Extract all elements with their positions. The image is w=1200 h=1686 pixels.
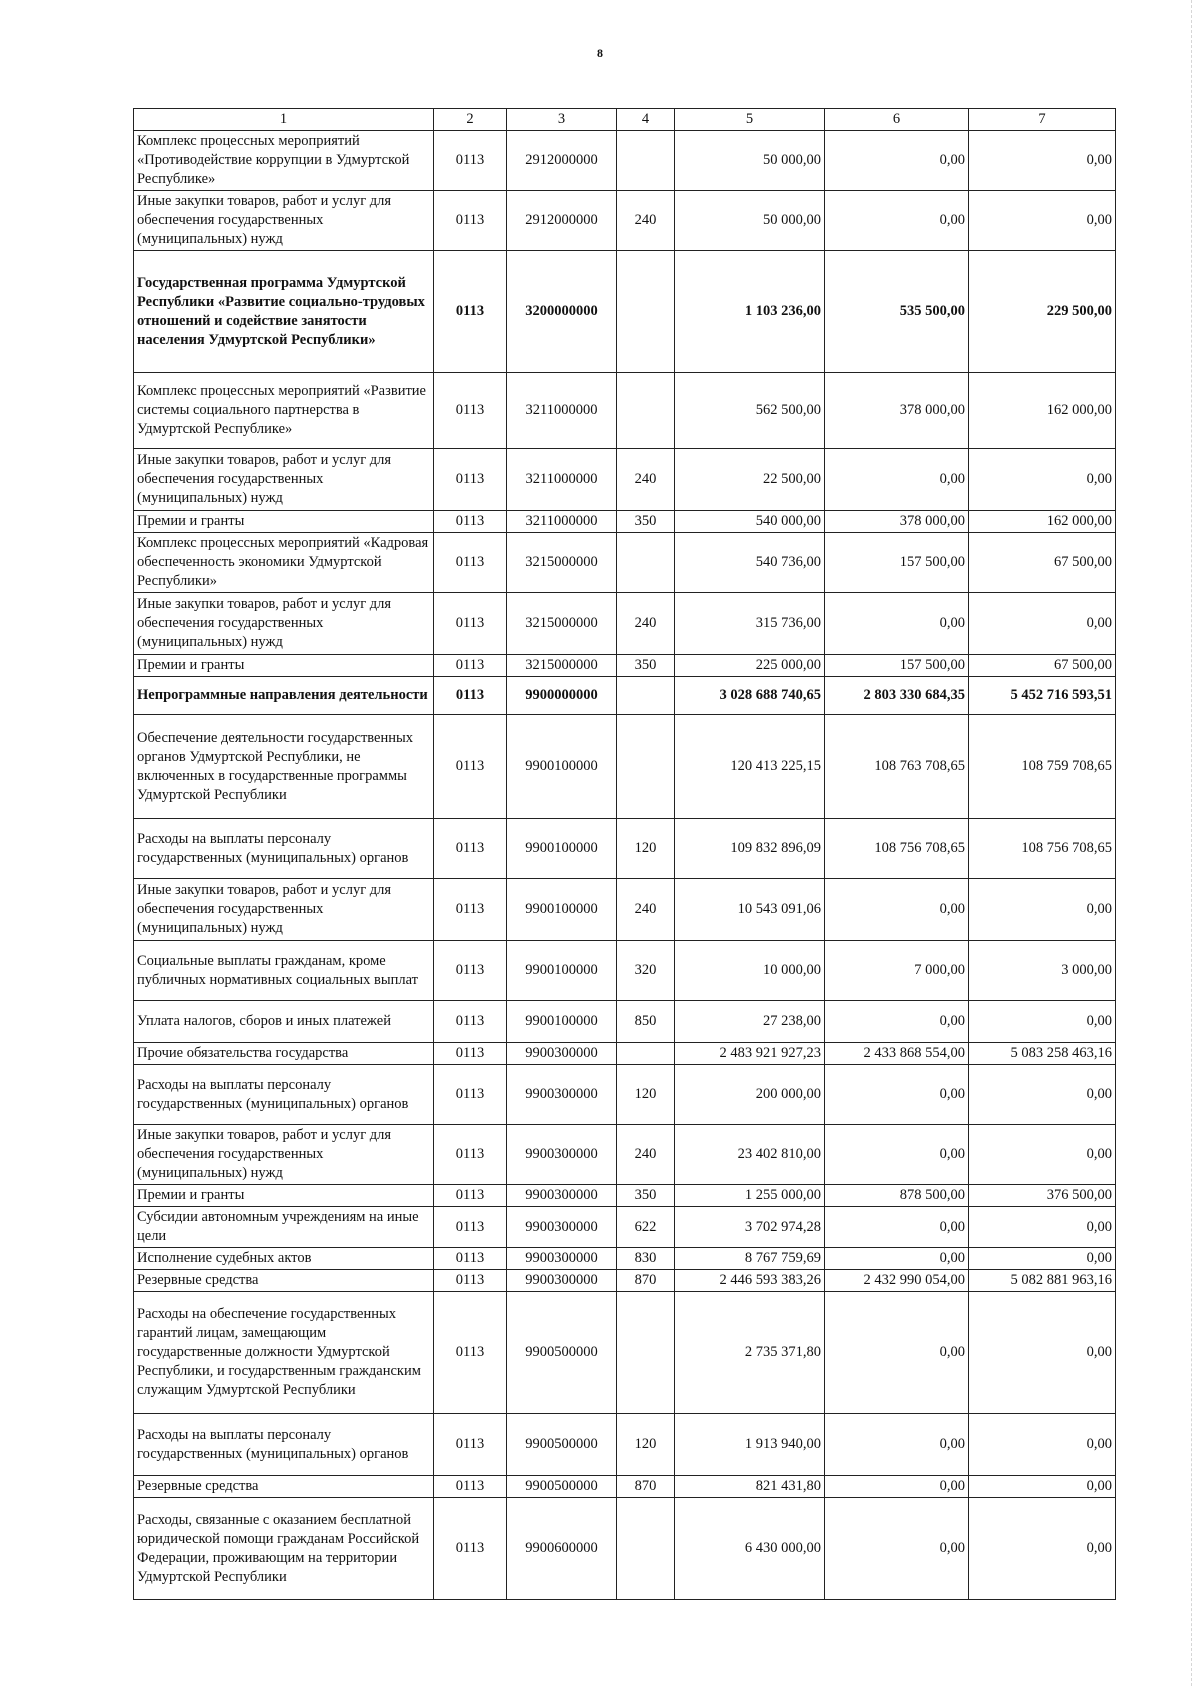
amount-col6-cell: 0,00 bbox=[825, 449, 969, 511]
amount-col5-cell: 2 446 593 383,26 bbox=[675, 1270, 825, 1292]
expense-type-cell bbox=[617, 1498, 675, 1600]
amount-col6-cell: 108 763 708,65 bbox=[825, 715, 969, 819]
amount-col5-cell: 540 736,00 bbox=[675, 533, 825, 593]
table-row bbox=[134, 131, 1116, 191]
page-number: 8 bbox=[597, 46, 603, 60]
amount-col6-cell: 0,00 bbox=[825, 1248, 969, 1270]
razdel-code-cell: 0113 bbox=[434, 1248, 507, 1270]
expense-type-cell: 120 bbox=[617, 1065, 675, 1125]
razdel-code-cell: 0113 bbox=[434, 533, 507, 593]
amount-col5-cell: 6 430 000,00 bbox=[675, 1498, 825, 1600]
razdel-code-cell: 0113 bbox=[434, 1001, 507, 1043]
amount-col6-cell: 157 500,00 bbox=[825, 655, 969, 677]
row-name-cell: Расходы на выплаты персоналу государственных (муниципальных) органов bbox=[134, 1065, 434, 1125]
target-article-cell: 2912000000 bbox=[507, 131, 617, 191]
expense-type-cell: 870 bbox=[617, 1270, 675, 1292]
column-header: 5 bbox=[675, 109, 825, 131]
amount-col5-cell: 540 000,00 bbox=[675, 511, 825, 533]
expense-type-cell bbox=[617, 373, 675, 449]
amount-col7-cell: 0,00 bbox=[969, 1065, 1116, 1125]
amount-col6-cell: 0,00 bbox=[825, 1476, 969, 1498]
scan-edge-artifact bbox=[1191, 0, 1194, 1686]
expense-type-cell: 870 bbox=[617, 1476, 675, 1498]
row-name-cell: Прочие обязательства государства bbox=[134, 1043, 434, 1065]
table-row bbox=[134, 1476, 1116, 1498]
amount-col7-cell: 0,00 bbox=[969, 1248, 1116, 1270]
amount-col5-cell: 50 000,00 bbox=[675, 191, 825, 251]
amount-col5-cell: 1 255 000,00 bbox=[675, 1185, 825, 1207]
amount-col6-cell: 0,00 bbox=[825, 1414, 969, 1476]
razdel-code-cell: 0113 bbox=[434, 1125, 507, 1185]
row-name-cell: Социальные выплаты гражданам, кроме публичных нормативных социальных выплат bbox=[134, 941, 434, 1001]
row-name-cell: Премии и гранты bbox=[134, 655, 434, 677]
razdel-code-cell: 0113 bbox=[434, 1498, 507, 1600]
target-article-cell: 9900000000 bbox=[507, 677, 617, 715]
budget-table bbox=[133, 108, 1116, 1600]
razdel-code-cell: 0113 bbox=[434, 373, 507, 449]
target-article-cell: 9900100000 bbox=[507, 879, 617, 941]
target-article-cell: 9900300000 bbox=[507, 1248, 617, 1270]
column-header: 4 bbox=[617, 109, 675, 131]
amount-col6-cell: 0,00 bbox=[825, 1498, 969, 1600]
table-row bbox=[134, 1248, 1116, 1270]
amount-col5-cell: 23 402 810,00 bbox=[675, 1125, 825, 1185]
razdel-code-cell: 0113 bbox=[434, 941, 507, 1001]
amount-col7-cell: 0,00 bbox=[969, 879, 1116, 941]
razdel-code-cell: 0113 bbox=[434, 1185, 507, 1207]
amount-col7-cell: 0,00 bbox=[969, 1498, 1116, 1600]
table-row bbox=[134, 251, 1116, 373]
amount-col5-cell: 3 028 688 740,65 bbox=[675, 677, 825, 715]
amount-col5-cell: 562 500,00 bbox=[675, 373, 825, 449]
table-row bbox=[134, 1292, 1116, 1414]
amount-col7-cell: 5 452 716 593,51 bbox=[969, 677, 1116, 715]
razdel-code-cell: 0113 bbox=[434, 191, 507, 251]
amount-col5-cell: 2 735 371,80 bbox=[675, 1292, 825, 1414]
row-name-cell: Исполнение судебных актов bbox=[134, 1248, 434, 1270]
target-article-cell: 3211000000 bbox=[507, 373, 617, 449]
table-row bbox=[134, 533, 1116, 593]
amount-col5-cell: 10 000,00 bbox=[675, 941, 825, 1001]
expense-type-cell: 120 bbox=[617, 1414, 675, 1476]
amount-col7-cell: 108 759 708,65 bbox=[969, 715, 1116, 819]
amount-col5-cell: 3 702 974,28 bbox=[675, 1207, 825, 1248]
target-article-cell: 9900300000 bbox=[507, 1185, 617, 1207]
expense-type-cell bbox=[617, 533, 675, 593]
amount-col7-cell: 376 500,00 bbox=[969, 1185, 1116, 1207]
amount-col6-cell: 0,00 bbox=[825, 1001, 969, 1043]
row-name-cell: Обеспечение деятельности государственных органов Удмуртской Республики, не включенных в государственные программы Удмуртской Республики bbox=[134, 715, 434, 819]
target-article-cell: 9900100000 bbox=[507, 941, 617, 1001]
amount-col5-cell: 200 000,00 bbox=[675, 1065, 825, 1125]
razdel-code-cell: 0113 bbox=[434, 251, 507, 373]
amount-col7-cell: 0,00 bbox=[969, 191, 1116, 251]
table-row bbox=[134, 593, 1116, 655]
amount-col6-cell: 108 756 708,65 bbox=[825, 819, 969, 879]
amount-col5-cell: 1 913 940,00 bbox=[675, 1414, 825, 1476]
amount-col7-cell: 0,00 bbox=[969, 1414, 1116, 1476]
table-row bbox=[134, 1207, 1116, 1248]
amount-col6-cell: 7 000,00 bbox=[825, 941, 969, 1001]
row-name-cell: Иные закупки товаров, работ и услуг для обеспечения государственных (муниципальных) нужд bbox=[134, 879, 434, 941]
amount-col6-cell: 157 500,00 bbox=[825, 533, 969, 593]
table-row bbox=[134, 511, 1116, 533]
target-article-cell: 9900500000 bbox=[507, 1476, 617, 1498]
amount-col7-cell: 0,00 bbox=[969, 1476, 1116, 1498]
razdel-code-cell: 0113 bbox=[434, 131, 507, 191]
table-row bbox=[134, 1043, 1116, 1065]
target-article-cell: 3215000000 bbox=[507, 533, 617, 593]
amount-col5-cell: 50 000,00 bbox=[675, 131, 825, 191]
expense-type-cell: 622 bbox=[617, 1207, 675, 1248]
table-row bbox=[134, 1125, 1116, 1185]
target-article-cell: 3215000000 bbox=[507, 655, 617, 677]
amount-col7-cell: 67 500,00 bbox=[969, 533, 1116, 593]
table-row bbox=[134, 1270, 1116, 1292]
amount-col6-cell: 0,00 bbox=[825, 593, 969, 655]
expense-type-cell bbox=[617, 677, 675, 715]
target-article-cell: 9900100000 bbox=[507, 1001, 617, 1043]
expense-type-cell: 240 bbox=[617, 191, 675, 251]
target-article-cell: 9900500000 bbox=[507, 1292, 617, 1414]
row-name-cell: Резервные средства bbox=[134, 1270, 434, 1292]
row-name-cell: Государственная программа Удмуртской Республики «Развитие социально-трудовых отношений и содействие занятости населения Удмуртской Республики» bbox=[134, 251, 434, 373]
amount-col7-cell: 5 083 258 463,16 bbox=[969, 1043, 1116, 1065]
amount-col7-cell: 0,00 bbox=[969, 1125, 1116, 1185]
expense-type-cell: 320 bbox=[617, 941, 675, 1001]
razdel-code-cell: 0113 bbox=[434, 879, 507, 941]
amount-col6-cell: 0,00 bbox=[825, 191, 969, 251]
table-row bbox=[134, 715, 1116, 819]
row-name-cell: Комплекс процессных мероприятий «Развитие системы социального партнерства в Удмуртской Республике» bbox=[134, 373, 434, 449]
razdel-code-cell: 0113 bbox=[434, 1270, 507, 1292]
amount-col6-cell: 378 000,00 bbox=[825, 373, 969, 449]
target-article-cell: 3200000000 bbox=[507, 251, 617, 373]
table-row bbox=[134, 1498, 1116, 1600]
target-article-cell: 9900100000 bbox=[507, 715, 617, 819]
expense-type-cell bbox=[617, 1043, 675, 1065]
table-row bbox=[134, 1065, 1116, 1125]
target-article-cell: 9900300000 bbox=[507, 1065, 617, 1125]
amount-col5-cell: 22 500,00 bbox=[675, 449, 825, 511]
amount-col5-cell: 120 413 225,15 bbox=[675, 715, 825, 819]
expense-type-cell: 350 bbox=[617, 1185, 675, 1207]
razdel-code-cell: 0113 bbox=[434, 715, 507, 819]
amount-col7-cell: 3 000,00 bbox=[969, 941, 1116, 1001]
expense-type-cell: 240 bbox=[617, 1125, 675, 1185]
amount-col6-cell: 0,00 bbox=[825, 131, 969, 191]
amount-col5-cell: 821 431,80 bbox=[675, 1476, 825, 1498]
razdel-code-cell: 0113 bbox=[434, 1292, 507, 1414]
razdel-code-cell: 0113 bbox=[434, 511, 507, 533]
target-article-cell: 3211000000 bbox=[507, 511, 617, 533]
target-article-cell: 9900100000 bbox=[507, 819, 617, 879]
amount-col6-cell: 2 432 990 054,00 bbox=[825, 1270, 969, 1292]
amount-col6-cell: 0,00 bbox=[825, 1207, 969, 1248]
table-row bbox=[134, 191, 1116, 251]
razdel-code-cell: 0113 bbox=[434, 593, 507, 655]
expense-type-cell: 350 bbox=[617, 655, 675, 677]
column-header: 7 bbox=[969, 109, 1116, 131]
expense-type-cell bbox=[617, 251, 675, 373]
amount-col6-cell: 535 500,00 bbox=[825, 251, 969, 373]
row-name-cell: Расходы на выплаты персоналу государственных (муниципальных) органов bbox=[134, 1414, 434, 1476]
row-name-cell: Непрограммные направления деятельности bbox=[134, 677, 434, 715]
expense-type-cell: 850 bbox=[617, 1001, 675, 1043]
row-name-cell: Премии и гранты bbox=[134, 511, 434, 533]
amount-col7-cell: 0,00 bbox=[969, 1292, 1116, 1414]
expense-type-cell: 830 bbox=[617, 1248, 675, 1270]
header-row bbox=[134, 109, 1116, 131]
razdel-code-cell: 0113 bbox=[434, 449, 507, 511]
row-name-cell: Иные закупки товаров, работ и услуг для обеспечения государственных (муниципальных) нужд bbox=[134, 449, 434, 511]
amount-col5-cell: 109 832 896,09 bbox=[675, 819, 825, 879]
amount-col6-cell: 378 000,00 bbox=[825, 511, 969, 533]
expense-type-cell: 240 bbox=[617, 879, 675, 941]
target-article-cell: 9900600000 bbox=[507, 1498, 617, 1600]
amount-col5-cell: 10 543 091,06 bbox=[675, 879, 825, 941]
row-name-cell: Иные закупки товаров, работ и услуг для обеспечения государственных (муниципальных) нужд bbox=[134, 1125, 434, 1185]
expense-type-cell bbox=[617, 1292, 675, 1414]
amount-col5-cell: 27 238,00 bbox=[675, 1001, 825, 1043]
amount-col6-cell: 0,00 bbox=[825, 879, 969, 941]
amount-col5-cell: 225 000,00 bbox=[675, 655, 825, 677]
amount-col6-cell: 2 803 330 684,35 bbox=[825, 677, 969, 715]
amount-col6-cell: 878 500,00 bbox=[825, 1185, 969, 1207]
target-article-cell: 9900300000 bbox=[507, 1043, 617, 1065]
target-article-cell: 9900300000 bbox=[507, 1125, 617, 1185]
razdel-code-cell: 0113 bbox=[434, 1414, 507, 1476]
expense-type-cell bbox=[617, 131, 675, 191]
target-article-cell: 9900300000 bbox=[507, 1270, 617, 1292]
row-name-cell: Уплата налогов, сборов и иных платежей bbox=[134, 1001, 434, 1043]
razdel-code-cell: 0113 bbox=[434, 655, 507, 677]
column-header: 6 bbox=[825, 109, 969, 131]
row-name-cell: Иные закупки товаров, работ и услуг для обеспечения государственных (муниципальных) нужд bbox=[134, 593, 434, 655]
row-name-cell: Резервные средства bbox=[134, 1476, 434, 1498]
table-row bbox=[134, 941, 1116, 1001]
amount-col7-cell: 162 000,00 bbox=[969, 511, 1116, 533]
table-row bbox=[134, 1185, 1116, 1207]
amount-col7-cell: 0,00 bbox=[969, 131, 1116, 191]
amount-col7-cell: 67 500,00 bbox=[969, 655, 1116, 677]
amount-col7-cell: 5 082 881 963,16 bbox=[969, 1270, 1116, 1292]
row-name-cell: Субсидии автономным учреждениям на иные цели bbox=[134, 1207, 434, 1248]
target-article-cell: 3211000000 bbox=[507, 449, 617, 511]
expense-type-cell: 240 bbox=[617, 593, 675, 655]
amount-col5-cell: 2 483 921 927,23 bbox=[675, 1043, 825, 1065]
target-article-cell: 3215000000 bbox=[507, 593, 617, 655]
amount-col5-cell: 315 736,00 bbox=[675, 593, 825, 655]
target-article-cell: 9900300000 bbox=[507, 1207, 617, 1248]
amount-col7-cell: 0,00 bbox=[969, 1001, 1116, 1043]
razdel-code-cell: 0113 bbox=[434, 1476, 507, 1498]
amount-col7-cell: 108 756 708,65 bbox=[969, 819, 1116, 879]
target-article-cell: 2912000000 bbox=[507, 191, 617, 251]
target-article-cell: 9900500000 bbox=[507, 1414, 617, 1476]
table-row bbox=[134, 1001, 1116, 1043]
row-name-cell: Комплекс процессных мероприятий «Противодействие коррупции в Удмуртской Республике» bbox=[134, 131, 434, 191]
amount-col7-cell: 0,00 bbox=[969, 593, 1116, 655]
amount-col6-cell: 0,00 bbox=[825, 1292, 969, 1414]
column-header: 1 bbox=[134, 109, 434, 131]
amount-col6-cell: 0,00 bbox=[825, 1065, 969, 1125]
table-row bbox=[134, 879, 1116, 941]
amount-col7-cell: 229 500,00 bbox=[969, 251, 1116, 373]
expense-type-cell bbox=[617, 715, 675, 819]
row-name-cell: Расходы на выплаты персоналу государственных (муниципальных) органов bbox=[134, 819, 434, 879]
row-name-cell: Расходы на обеспечение государственных гарантий лицам, замещающим государственные должности Удмуртской Республики, и государственным гражданским служащим Удмуртской Республики bbox=[134, 1292, 434, 1414]
table-row bbox=[134, 449, 1116, 511]
razdel-code-cell: 0113 bbox=[434, 677, 507, 715]
razdel-code-cell: 0113 bbox=[434, 1207, 507, 1248]
expense-type-cell: 350 bbox=[617, 511, 675, 533]
table-row bbox=[134, 373, 1116, 449]
amount-col5-cell: 1 103 236,00 bbox=[675, 251, 825, 373]
row-name-cell: Комплекс процессных мероприятий «Кадровая обеспеченность экономики Удмуртской Республики» bbox=[134, 533, 434, 593]
razdel-code-cell: 0113 bbox=[434, 1065, 507, 1125]
amount-col5-cell: 8 767 759,69 bbox=[675, 1248, 825, 1270]
amount-col7-cell: 162 000,00 bbox=[969, 373, 1116, 449]
table-row bbox=[134, 819, 1116, 879]
row-name-cell: Премии и гранты bbox=[134, 1185, 434, 1207]
amount-col6-cell: 2 433 868 554,00 bbox=[825, 1043, 969, 1065]
razdel-code-cell: 0113 bbox=[434, 819, 507, 879]
expense-type-cell: 240 bbox=[617, 449, 675, 511]
razdel-code-cell: 0113 bbox=[434, 1043, 507, 1065]
amount-col6-cell: 0,00 bbox=[825, 1125, 969, 1185]
row-name-cell: Иные закупки товаров, работ и услуг для обеспечения государственных (муниципальных) нужд bbox=[134, 191, 434, 251]
column-header: 2 bbox=[434, 109, 507, 131]
expense-type-cell: 120 bbox=[617, 819, 675, 879]
table-row bbox=[134, 677, 1116, 715]
amount-col7-cell: 0,00 bbox=[969, 449, 1116, 511]
table-row bbox=[134, 1414, 1116, 1476]
column-header: 3 bbox=[507, 109, 617, 131]
amount-col7-cell: 0,00 bbox=[969, 1207, 1116, 1248]
row-name-cell: Расходы, связанные с оказанием бесплатной юридической помощи гражданам Российской Федерации, проживающим на территории Удмуртской Республики bbox=[134, 1498, 434, 1600]
table-row bbox=[134, 655, 1116, 677]
